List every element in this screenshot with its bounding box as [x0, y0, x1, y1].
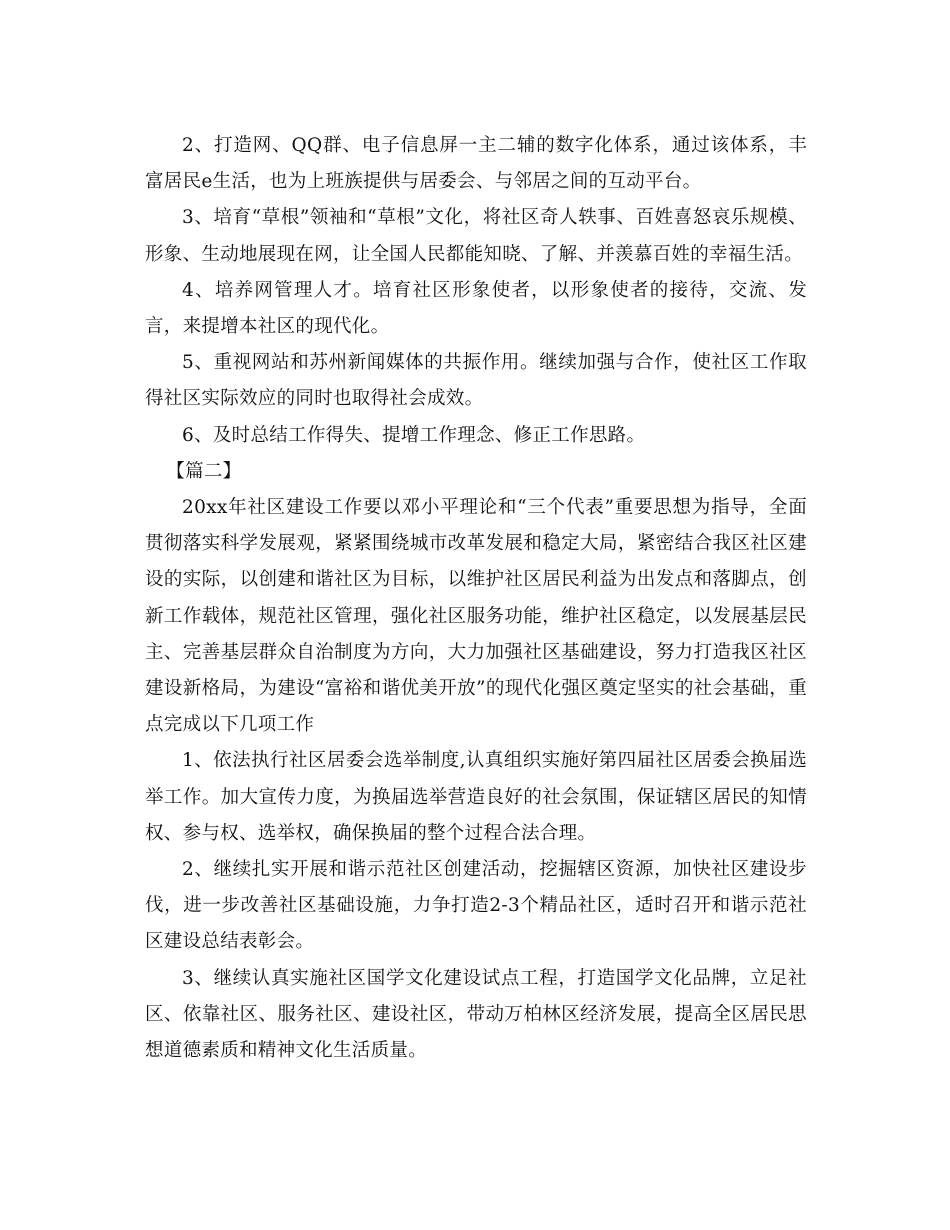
task-paragraph-1: 1、依法执行社区居委会选举制度,认真组织实施好第四届社区居委会换届选举工作。加大宣传力度，为换届选举营造良好的社会氛围，保证辖区居民的知情权、参与权、选举权，确保换届的整个过程合法合理。: [145, 750, 807, 844]
section-heading: 【篇二】: [166, 460, 242, 482]
task-paragraph-2: 2、继续扎实开展和谐示范社区创建活动，挖掘辖区资源，加快社区建设步伐，进一步改善社区基础设施，力争打造2-3个精品社区，适时召开和谐示范社区建设总结表彰会。: [145, 859, 807, 953]
paragraph-item-2: 2、打造网、QQ群、电子信息屏一主二辅的数字化体系，通过该体系，丰富居民e生活，也为上班族提供与居委会、与邻居之间的互动平台。: [145, 135, 807, 193]
task-paragraph-3: 3、继续认真实施社区国学文化建设试点工程，打造国学文化品牌，立足社区、依靠社区、服务社区、建设社区，带动万柏林区经济发展，提高全区居民思想道德素质和精神文化生活质量。: [145, 967, 807, 1062]
document-body: [145, 128, 807, 1069]
paragraph-item-5: 5、重视网站和苏州新闻媒体的共振作用。继续加强与合作，使社区工作取得社区实际效应的同时也取得社会成效。: [145, 352, 807, 410]
intro-paragraph: 20xx年社区建设工作要以邓小平理论和“三个代表”重要思想为指导，全面贯彻落实科学发展观，紧紧围绕城市改革发展和稳定大局，紧密结合我区社区建设的实际，以创建和谐社区为目标，以维护社区居民利益为出发点和落脚点，创新工作载体，规范社区管理，强化社区服务功能，维护社区稳定，以发展基层民主、完善基层群众自治制度为方向，大力加强社区基础建设，努力打造我区社区建设新格局，为建设“富裕和谐优美开放”的现代化强区奠定坚实的社会基础，重点完成以下几项工作: [145, 497, 807, 736]
paragraph-item-4: 4、培养网管理人才。培育社区形象使者，以形象使者的接待，交流、发言，来提增本社区的现代化。: [145, 279, 807, 338]
paragraph-item-3: 3、培育“草根”领袖和“草根”文化，将社区奇人轶事、百姓喜怒哀乐规模、形象、生动地展现在网，让全国人民都能知晓、了解、并羡慕百姓的幸福生活。: [145, 207, 807, 265]
paragraph-item-6: 6、及时总结工作得失、提增工作理念、修正工作思路。: [182, 424, 646, 446]
